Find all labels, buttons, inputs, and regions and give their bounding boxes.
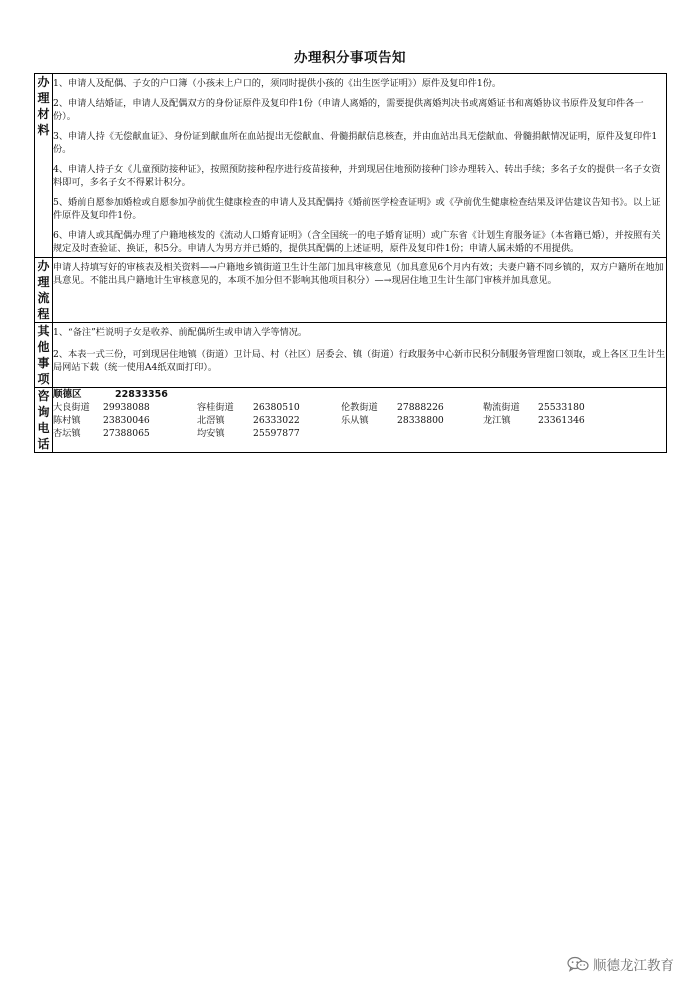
contact-town-name: 勒流街道 xyxy=(483,402,520,413)
contact-town-name: 容桂街道 xyxy=(197,402,234,413)
contact-town-name: 伦教街道 xyxy=(341,402,378,413)
footer-brand xyxy=(567,954,674,974)
contact-town-name: 乐从镇 xyxy=(341,415,369,426)
contact-town-phone: 26380510 xyxy=(253,402,300,413)
contact-town-phone: 25533180 xyxy=(538,402,585,413)
materials-row xyxy=(35,74,667,258)
materials-item-4: 4、申请人持子女《儿童预防接种证》，按照预防接种程序进行疫苗接种，并到现居住地预防接种门诊办理转入、转出手续；多名子女的提供一名子女资料即可，多名子女不得累计积分。 xyxy=(53,164,661,188)
contact-town-phone: 23830046 xyxy=(103,415,150,426)
contact-town-phone: 25597877 xyxy=(253,428,300,439)
contact-town-phone: 28338800 xyxy=(397,415,444,426)
materials-label: 办 理 材 料 xyxy=(37,75,50,137)
contact-town-name: 陈村镇 xyxy=(53,415,81,426)
other-item-2: 2、本表一式三份，可到现居住地镇（街道）卫计局、村（社区）居委会、镇（街道）行政服务中心新市民积分制服务管理窗口领取，或上各区卫生计生局网站下载（统一使用A4纸双面打印）。 xyxy=(53,349,666,373)
process-row xyxy=(35,258,667,323)
contact-town-phone: 29938088 xyxy=(103,402,150,413)
materials-item-3: 3、申请人持《无偿献血证》、身份证到献血所在血站提出无偿献血、骨髓捐献信息核查，并由血站出具无偿献血、骨髓捐献情况证明，原件及复印件1份。 xyxy=(53,131,658,155)
contact-row xyxy=(35,388,667,453)
materials-item-1: 1、申请人及配偶、子女的户口簿（小孩未上户口的，须同时提供小孩的《出生医学证明》）原件及复印件1份。 xyxy=(53,78,502,89)
contact-town-phone: 26333022 xyxy=(253,415,300,426)
footer-brand-text: 顺德龙江教育 xyxy=(593,958,674,974)
contact-region-header xyxy=(53,388,666,401)
region-phone: 22833356 xyxy=(115,389,168,400)
other-label-cell xyxy=(35,323,53,388)
contact-content xyxy=(53,388,667,453)
process-label-cell xyxy=(35,258,53,323)
process-content xyxy=(53,258,667,323)
contact-label: 咨 询 电 话 xyxy=(37,389,50,451)
contact-town-name: 大良街道 xyxy=(53,402,90,413)
notice-table xyxy=(34,73,667,453)
other-row xyxy=(35,323,667,388)
contact-town-name: 龙江镇 xyxy=(483,415,511,426)
materials-item-6: 6、申请人或其配偶办理了户籍地核发的《流动人口婚育证明》（含全国统一的电子婚育证明）或广东省《计划生育服务证》（本省籍已婚），并按照有关规定及时查验证、换证，积5分。申请人为男方并已婚的，提供其配偶的上述证明，原件及复印件1份；申请人属未婚的不用提供。 xyxy=(53,230,661,254)
region-name: 顺德区 xyxy=(53,389,82,400)
contact-town-name: 北滘镇 xyxy=(197,415,225,426)
materials-label-cell xyxy=(35,74,53,258)
contact-grid xyxy=(53,401,666,440)
other-item-1: 1、“备注”栏说明子女是收养、前配偶所生或申请入学等情况。 xyxy=(53,327,308,338)
process-label: 办 理 流 程 xyxy=(37,259,50,321)
contact-town-phone: 27388065 xyxy=(103,428,150,439)
other-content xyxy=(53,323,667,388)
document-title: 办理积分事项告知 xyxy=(294,50,406,66)
contact-town-name: 杏坛镇 xyxy=(53,428,81,439)
materials-item-2: 2、申请人结婚证，申请人及配偶双方的身份证原件及复印件1份（申请人离婚的，需要提供离婚判决书或离婚证书和离婚协议书原件及复印件各一份）。 xyxy=(53,98,644,122)
process-text: 申请人持填写好的审核表及相关资料—→户籍地乡镇街道卫生计生部门加具审核意见（加具意见6个月内有效；夫妻户籍不同乡镇的，双方户籍所在地加具意见。不能出具户籍地计生审核意见的，本项不加分但不影响其他项目积分）—→现居住地卫生计生部门审核并加具意见。 xyxy=(53,262,664,286)
wechat-icon xyxy=(567,956,589,972)
contact-label-cell xyxy=(35,388,53,453)
contact-town-phone: 27888226 xyxy=(397,402,444,413)
other-label: 其 他 事 项 xyxy=(37,324,50,386)
materials-content xyxy=(53,74,667,258)
contact-town-phone: 23361346 xyxy=(538,415,585,426)
materials-item-5: 5、婚前自愿参加婚检或自愿参加孕前优生健康检查的申请人及其配偶持《婚前医学检查证明》或《孕前优生健康检查结果及评估建议告知书》。以上证件原件及复印件1份。 xyxy=(53,197,661,221)
contact-town-name: 均安镇 xyxy=(197,428,225,439)
